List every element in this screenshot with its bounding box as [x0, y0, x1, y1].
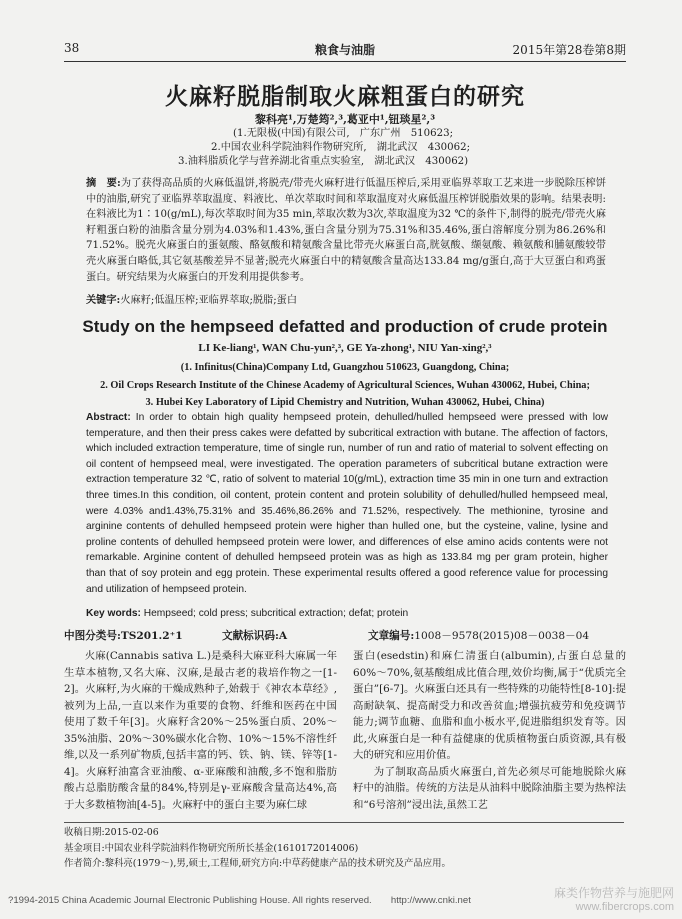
authors-chinese: 黎科亮¹,万楚筠²,³,葛亚中¹,钮琰星²,³	[254, 113, 436, 126]
abstract-en-label: Abstract:	[86, 412, 131, 423]
header-rule	[64, 61, 626, 62]
abstract-en-text: In order to obtain high quality hempseed protein, dehulled/hulled hempseed were pressed with low temperature, and then their press cakes were defatted by subcritical extraction with butane. The affection of factors, which included extraction temperature, time of single run, number of run and ratio of material to solvent effecting on oil content of hempseed meal, were investigated. The operation parameters of subcritical butane extraction were extraction temperature 32 ℃, ratio of solvent to material 10(g/mL), extraction time 35 min in one turn and extraction three times.In this condition, oil content, protein content and protein solubility of dehulled/hulled hempseed meal, were 4.03% and1.43%,75.31% and 35.46%,86.26% and 71.52%, respectively. The methionine, tyrosine and arginine contents of dehulled hempseed protein were higher than hulled one, but the cysteine, valine, lysine and proline contents of dehulled hempseed protein were lower, and differences of else amino acids contents were not remarkable. Arginine content of dehulled hempseed protein was as high as 133.84 mg per gram protein, higher than that of soy protein and egg protein. These experimental results offered a good reference value for processing and utilization of hempseed protein.	[86, 412, 608, 595]
abstract-english	[86, 410, 608, 597]
journal-name: 粮食与油脂	[314, 43, 375, 57]
abstract-chinese	[86, 176, 606, 285]
keywords-en-label: Key words:	[86, 608, 141, 619]
affiliations-english	[64, 359, 626, 412]
keywords-en-text: Hempseed; cold press; subcritical extraction; defat; protein	[143, 608, 409, 619]
clc-number	[64, 628, 183, 643]
affiliation-en-2: 2. Oil Crops Research Institute of the Chinese Academy of Agricultural Sciences, Wuhan 430062, Hubei, China;	[100, 379, 590, 391]
affiliation-cn-3: 3.油料脂质化学与营养湖北省重点实验室, 湖北武汉 430062)	[178, 156, 469, 167]
article-number-value: 1008－9578(2015)08－0038－04	[414, 630, 590, 642]
body-paragraph: 为了制取高品质火麻蛋白,首先必须尽可能地脱除火麻籽中的油脂。传统的方法是从油料中脱除油脂主要为热榨法和“6号溶剂”浸出法,虽然工艺	[353, 765, 626, 811]
affiliation-cn-1: (1.无限极(中国)有限公司, 广东广州 510623;	[233, 128, 454, 139]
keywords-cn-text: 火麻籽;低温压榨;亚临界萃取;脱脂;蛋白	[120, 295, 298, 306]
title-english: Study on the hempseed defatted and production of crude protein	[82, 317, 608, 336]
received-date: 收稿日期:2015-02-06	[64, 827, 159, 838]
footnote-rule	[64, 822, 624, 823]
affiliation-en-1: (1. Infinitus(China)Company Ltd, Guangzhou 510623, Guangdong, China;	[180, 362, 510, 373]
affiliation-cn-2: 2.中国农业科学院油料作物研究所, 湖北武汉 430062;	[211, 142, 471, 153]
doc-code-value: A	[278, 630, 288, 642]
clc-value: TS201.2⁺1	[120, 630, 183, 642]
authors-english: LI Ke-liang¹, WAN Chu-yun²,³, GE Ya-zhong¹, NIU Yan-xing²,³	[198, 342, 492, 354]
copyright-line: ?1994-2015 China Academic Journal Electronic Publishing House. All rights reserved. http://www.cnki.net	[8, 895, 471, 906]
abstract-cn-text: 为了获得高品质的火麻低温饼,将脱壳/带壳火麻籽进行低温压榨后,采用亚临界萃取工艺来进一步脱除压榨饼中的油脂,研究了亚临界萃取温度、料液比、单次萃取时间和萃取温度对火麻低温压榨饼脱脂效果的影响。结果表明:在料液比为1∶10(g/mL),每次萃取时间为35 min,萃取次数为3次,萃取温度为32 ℃的条件下,制得的脱壳/带壳火麻籽粗蛋白粉的油脂含量分别为4.03%和1.43%,蛋白含量分别为75.31%和35.46%,蛋白溶解度分别为86.26%和71.52%。脱壳火麻蛋白的蛋氨酸、酪氨酸和精氨酸含量比带壳火麻蛋白高,胱氨酸、缬氨酸、赖氨酸和脯氨酸较带壳火麻蛋白略低,其它氨基酸差异不显著;脱壳火麻蛋白中的精氨酸含量高达133.84 mg/g蛋白,高于大豆蛋白和鸡蛋蛋白。研究结果为火麻蛋白的开发利用提供参考。	[86, 178, 607, 283]
document-code	[222, 628, 287, 643]
body-paragraph: 蛋白(esedstin)和麻仁清蛋白(albumin),占蛋白总量的60%～70%,氨基酸组成比值合理,效价均衡,属于“优质完全蛋白”[6-7]。火麻蛋白还具有一些特殊的功能特性[8-10]:提高耐缺氧、提高耐受力和改善贫血;增强抗疲劳和免疫调节能力;调节血糖、血脂和血小板水平,促进脂组织发育等。因此,火麻蛋白是一种有益健康的优质植物蛋白质资源,具有极大的研究和应用价值。	[353, 650, 626, 761]
keywords-chinese	[86, 293, 606, 309]
title-chinese: 火麻籽脱脂制取火麻粗蛋白的研究	[165, 83, 525, 110]
abstract-cn-label: 摘 要:	[86, 177, 121, 189]
keywords-english	[86, 606, 608, 622]
body-column-right	[353, 648, 626, 813]
watermark-url: www.fibercrops.com	[575, 901, 674, 913]
author-bio: 作者简介:黎科亮(1979～),男,硕士,工程师,研究方向:中草药健康产品的技术研究及产品应用。	[64, 858, 451, 869]
body-column-left	[64, 648, 337, 813]
keywords-cn-label: 关键字:	[86, 294, 121, 306]
issue-info: 2015年第28卷第8期	[512, 43, 626, 57]
doc-code-label: 文献标识码:	[222, 630, 279, 642]
footnotes	[64, 825, 626, 872]
watermark-title: 麻类作物营养与施肥网	[553, 886, 674, 900]
article-number	[368, 628, 589, 643]
article-number-label: 文章编号:	[368, 630, 415, 642]
page-number: 38	[64, 41, 80, 55]
affiliation-en-3: 3. Hubei Key Laboratory of Lipid Chemistry and Nutrition, Wuhan 430062, Hubei, China)	[145, 397, 545, 408]
body-paragraph: 火麻(Cannabis sativa L.)是桑科大麻亚科大麻属一年生草本植物,又名大麻、汉麻,是最古老的栽培作物之一[1-2]。火麻籽,为火麻的干燥成熟种子,始载于《神农本草经》,被列为上品,一直以来作为重要的食物、纤维和医药在中国使用了数千年[3]。火麻籽含20%～25%蛋白质、20%～35%油脂、20%～30%碳水化合物、10%～15%不溶性纤维,以及一系列矿物质,包括丰富的钙、铁、钠、镁、锌等[1-4]。火麻籽油富含亚油酸、α-亚麻酸和油酸,多不饱和脂肪酸占总脂肪酸含量的84%,特别是γ-亚麻酸含量高达4%,高于大多数植物油[4-5]。火麻籽中的蛋白主要为麻仁球	[64, 650, 337, 811]
clc-label: 中图分类号:	[64, 630, 121, 642]
fund-project: 基金项目:中国农业科学院油料作物研究所所长基金(1610172014006)	[64, 842, 359, 854]
